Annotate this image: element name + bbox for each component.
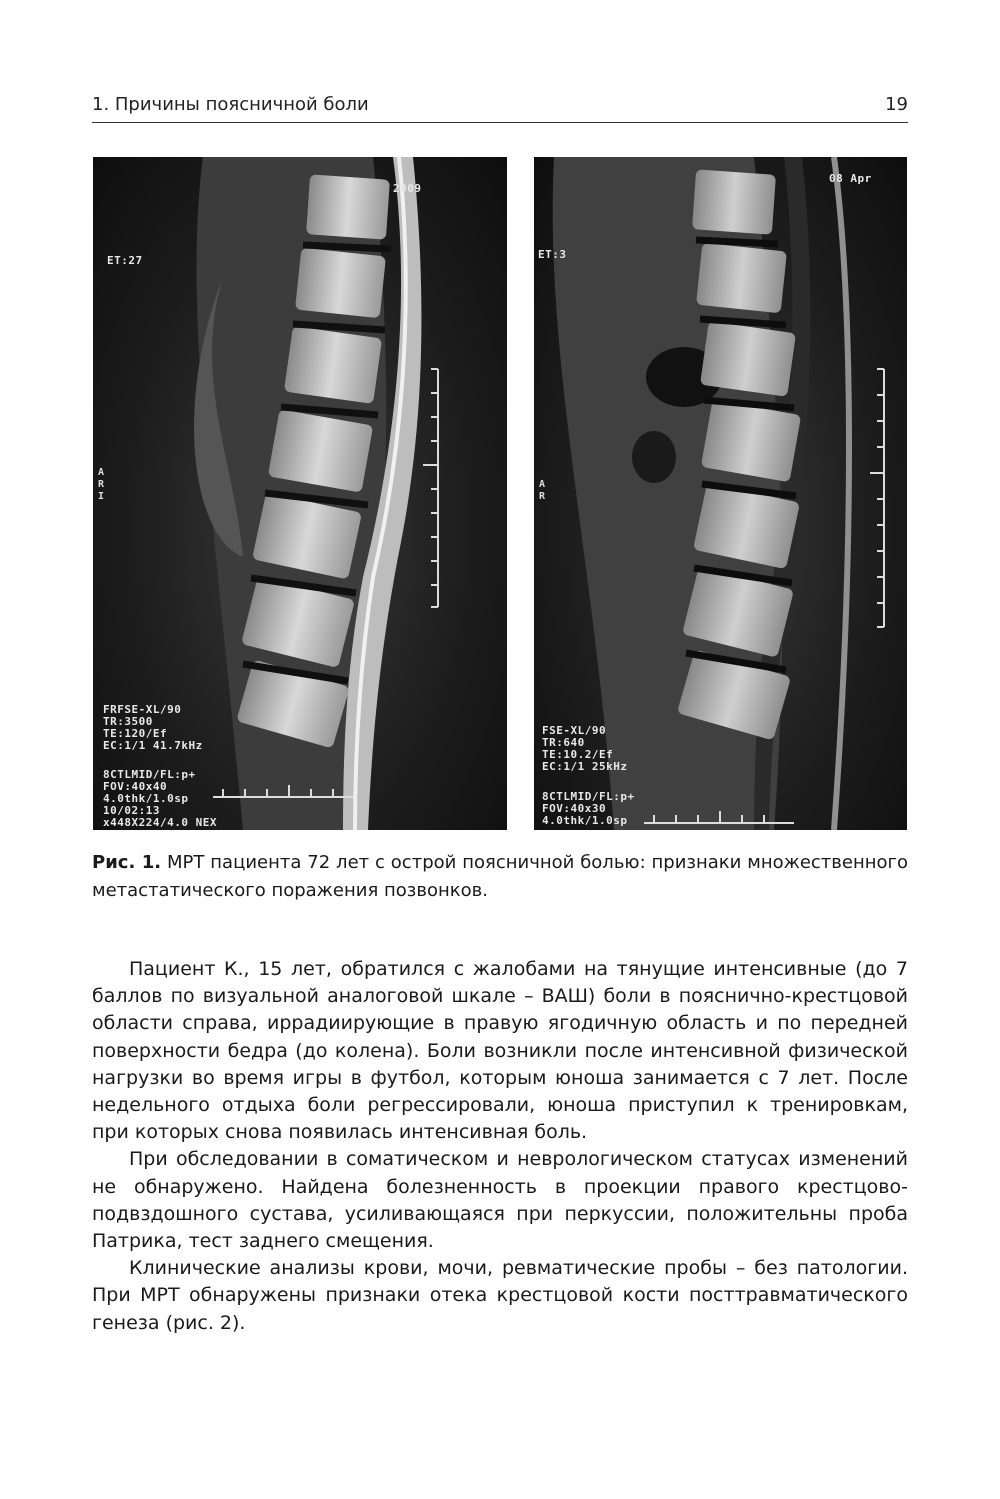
mri-left-sequence: FRFSE-XL/90 TR:3500 TE:120/Ef EC:1/1 41.7kHz [103,703,203,752]
figure-caption-label: Рис. 1. [92,852,162,873]
mri-right-date: 08 Apr [829,172,872,185]
mri-right-sequence: FSE-XL/90 TR:640 TE:10.2/Ef EC:1/1 25kHz [542,724,628,773]
mri-left-et: ET:27 [107,254,143,267]
figure-caption [92,849,908,905]
mri-right-et: ET:3 [538,248,567,261]
mri-left-coil: 8CTLMID/FL:p+ FOV:40x40 4.0thk/1.0sp 10/02:13 x448X224/4.0 NEX [103,768,217,829]
paragraph-1: Пациент К., 15 лет, обратился с жалобами на тянущие интенсивные (до 7 баллов по визуальной аналоговой шкале – ВАШ) боли в пояснично-крестцовой области справа, иррадиирующие в правую ягодичную область и по передней поверхности бедра (до колена). Боли возникли после интенсивной физической нагрузки во время игры в футбол, которым юноша занимается с 7 лет. После недельного отдыха боли регрессировали, юноша приступил к тренировкам, при которых снова появилась интенсивная боль. [92,958,908,1144]
body-text [92,956,908,1337]
mri-image-left [93,157,507,830]
mri-image-right [534,157,907,830]
figure-caption-text: МРТ пациента 72 лет с острой поясничной болью: признаки множественного метастатического поражения позвонков. [92,852,908,901]
paragraph-3: Клинические анализы крови, мочи, ревматические пробы – без патологии. При МРТ обнаружены признаки отека крестцовой кости посттравматического генеза (рис. 2). [92,1257,908,1334]
running-head-title: 1. Причины поясничной боли [92,94,369,115]
mri-left-date: 2009 [393,182,422,195]
mri-right-coil: 8CTLMID/FL:p+ FOV:40x30 4.0thk/1.0sp [542,790,635,827]
running-head [92,92,908,123]
mri-left-side-marks: A R I [97,467,105,502]
page-number: 19 [885,94,908,115]
paragraph-2: При обследовании в соматическом и неврологическом статусах изменений не обнаружено. Найдена болезненность в проекции правого крестцово-подвздошного сустава, усиливающаяся при перкуссии, положительны проба Патрика, тест заднего смещения. [92,1148,908,1253]
mri-right-side-marks: A R [538,479,546,502]
